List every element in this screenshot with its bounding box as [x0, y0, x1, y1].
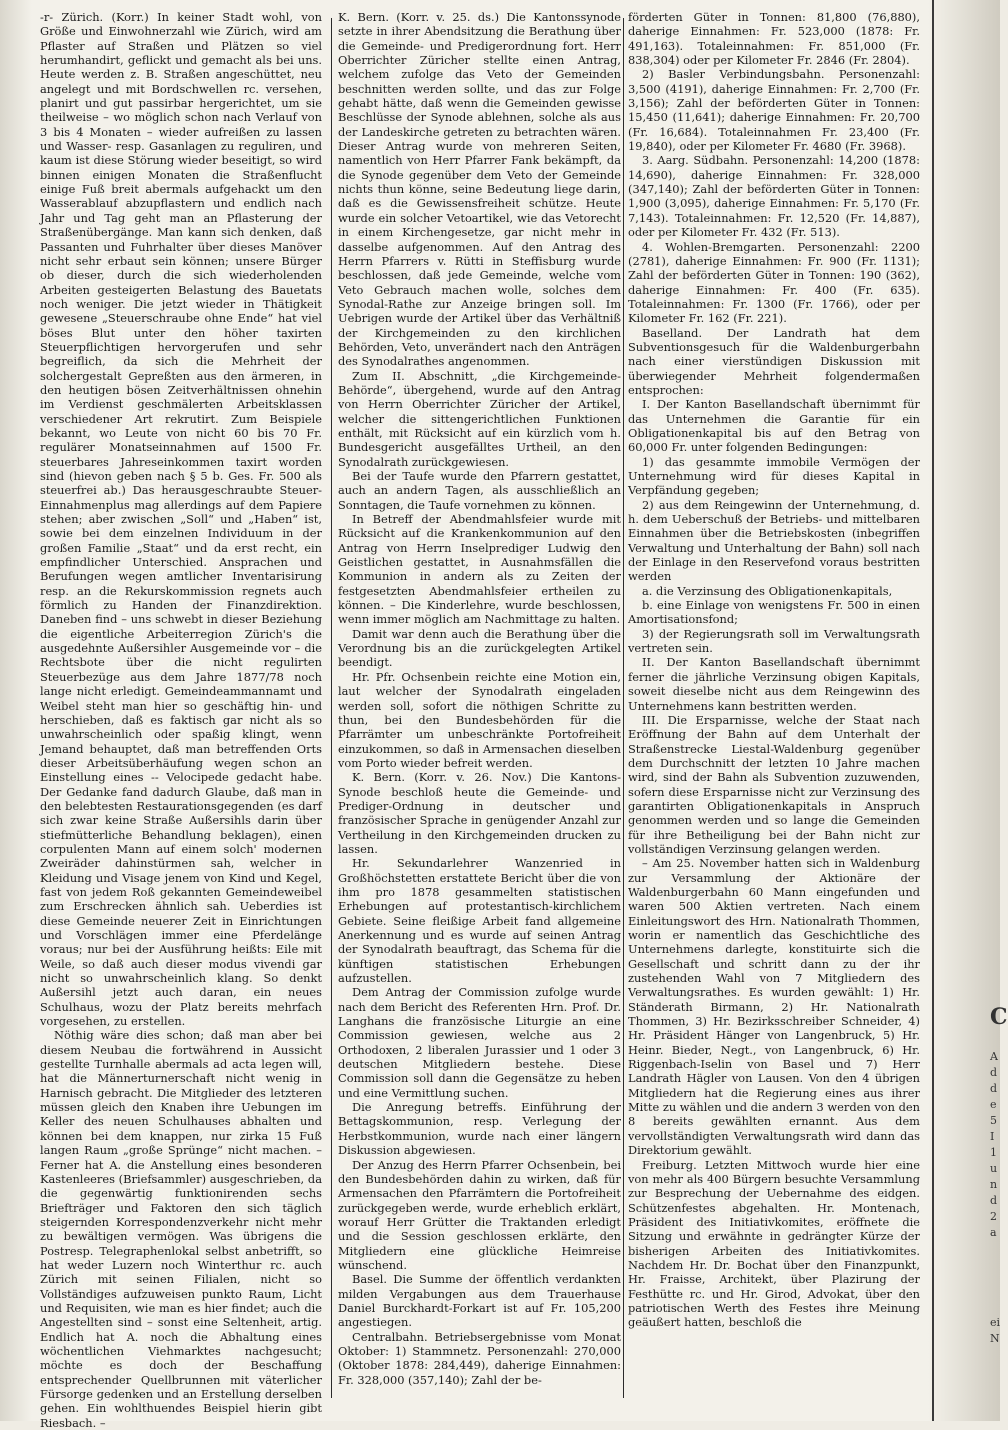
edge-fragment: u — [990, 1162, 998, 1175]
edge-fragment: N — [990, 1332, 1000, 1345]
baselland-cond-2: 2) aus dem Reingewinn der Unternehmung, d. h. dem Ueberschuß der Betriebs- und mittelbaren Einnahmen über die Betriebskosten (inbegriffen Verwaltung und Unterhaltung der Bahn) soll nach der Einlage in den Reservefond voraus bestritten werden — [628, 497, 920, 584]
centralbahn-cont: förderten Güter in Tonnen: 81,800 (76,880), daherige Einnahmen: Fr. 523,000 (1878: Fr. 491,163). Totaleinnahmen: Fr. 851,000 (Fr. 838,304) oder per Kilometer Fr. 2846 (Fr. 2804). — [628, 10, 920, 68]
baselland-point-1: I. Der Kanton Basellandschaft übernimmt für das Unternehmen die Garantie für ein Obligationenkapital bis auf den Betrag von 60,000 Fr. unter folgenden Bedingungen: — [628, 397, 920, 455]
article-basel: Basel. Die Summe der öffentlich verdankten milden Vergabungen aus dem Trauerhause Daniel Burckhardt-Forkart ist auf Fr. 105,200 angestiegen. — [338, 1272, 621, 1330]
edge-fragment: ei — [990, 1316, 1001, 1329]
paragraph-bettag: Die Anregung betreffs. Einführung der Bettagskommunion, resp. Verlegung der Herbstkommunion, wurde nach einer längern Diskussion abgewiesen. — [338, 1100, 621, 1158]
article-zuerich: -r- Zürich. (Korr.) In keiner Stadt wohl, von Größe und Einwohnerzahl wie Zürich, wird am Pflaster auf Straßen und Plätzen so viel herumhandirt, geflickt und gemacht als bei uns. Heute werden z. B. Straßen angeschüttet, neu angelegt und mit Bordschwellen rc. versehen, planirt und gut passirbar hergerichtet, um sie theilweise – wo möglich schon nach Verlauf von 3 bis 4 Monaten – wieder aufreißen zu lassen und Wasser- resp. Gasanlagen zu reguliren, und kaum ist diese Störung wieder beseitigt, so wird binnen einigen Monaten die Straßenflucht einige Fuß breit abermals aufgehackt um den Wasserablauf abzupflastern und endlich nach Jahr und Tag geht man an Pflasterung der Straßenübergänge. Man kann sich denken, daß Passanten und Fuhrhalter über dieses Manöver nicht sehr erbaut sein können; unsere Bürger ob dieser, durch die sich wiederholenden Arbeiten gesteigerten Belastung des Bauetats noch weniger. Die jetzt wieder in Thätigkeit gewesene „Steuerschraube ohne Ende“ hat viel böses Blut unter den höher taxirten Steuerpflichtigen hervorgerufen und sehr begreiflich, da sich die Mehrheit der solchergestalt Gepreßten aus den ärmeren, in den heutigen bösen Zeitverhältnissen ohnehin im Verdienst geschmälerten Arbeitsklassen verschiedener Art rekrutirt. Zum Beispiele bekannt, wo Leute von nicht 60 bis 70 Fr. regulärer Monatseinnahmen auf 1500 Fr. steuerbares Jahreseinkommen taxirt worden sind (hievon geben nach § 5 b. Ges. Fr. 500 als steuerfrei ab.) Das herausgeschraubte Steuer-Einnahmenplus mag allerdings auf dem Papiere stehen; aber zwischen „Soll“ und „Haben“ ist, sowie bei dem einzelnen Individuum in der großen Familie „Staat“ und da erst recht, ein empfindlicher Unterschied. Ansprachen und Berufungen wegen amtlicher Inventarisirung resp. an die Rekurskommission regnets auch förmlich zu Handen der Finanzdirektion. Daneben find – uns schwebt in dieser Beziehung die eigentliche Arbeiterregion Zürich's die ausgedehnte Außersihler Ausgemeinde vor – die Rechtsbote über die nicht regulirten Steuerbezüge aus dem Jahre 1877/78 noch lange nicht erledigt. Gemeindeammannamt und Weibel steht man hier so geschäftig hin- und herschieben, daß es faktisch gar nicht als so unwahrscheinlich oder spaßig klingt, wenn Jemand behauptet, daß man betreffenden Orts dieser Arbeitsüberhäufung wegen schon an Einstellung eines -- Velocipede gedacht habe. Der Gedanke fand dadurch Glaube, daß man in den belebtesten Restaurationsgegenden (es darf sich zwar keine Straße Außersihls darin über stiefmütterliche Behandlung beklagen), einen corpulenten Mann auf einem solch' modernen Zweiräder dahinstürmen sah, welcher in Kleidung und Visage jenem von Kind und Kegel, fast von jedem Roß gekannten Gemeindeweibel zum Erschrecken ähnlich sah. Ueberdies ist diese Gemeinde neuerer Zeit in Einrichtungen und Vorschlägen immer eine Pferdelänge voraus; nur bei der Ausführung heißts: Eile mit Weile, so daß auch dieser modus vivendi gar nicht so unwahrscheinlich klang. So denkt Außersihl jetzt auch daran, ein neues Schulhaus, wozu der Platz bereits mehrfach vorgesehen, zu erstellen. — [40, 10, 322, 1029]
paragraph-taufe: Bei der Taufe wurde den Pfarrern gestattet, auch an andern Tagen, als ausschließlich an Sonntagen, die Taufe vornehmen zu können. — [338, 469, 621, 512]
column-1 — [40, 10, 322, 1430]
article-bern-26: K. Bern. (Korr. v. 26. Nov.) Die Kantons-Synode beschloß heute die Gemeinde- und Prediger-Ordnung in deutscher und französischer Sprache in genügender Anzahl zur Vertheilung in den Kirchgemeinden drucken zu lassen. — [338, 770, 621, 856]
column-3 — [628, 10, 920, 1410]
column-rule-2 — [623, 18, 624, 1398]
aarg-suedbahn: 3. Aarg. Südbahn. Personenzahl: 14,200 (1878: 14,690), daherige Einnahmen: Fr. 328,000 (347,140); Zahl der beförderten Güter in Tonnen: 1,900 (3,095), daherige Einnahmen: Fr. 5,170 (Fr. 7,143). Totaleinnahmen: Fr. 12,520 (Fr. 14,887), oder per Kilometer Fr. 432 (Fr. 513). — [628, 153, 920, 240]
edge-fragment: I — [990, 1130, 995, 1143]
column-2 — [338, 10, 621, 1410]
paragraph-anzug: Der Anzug des Herrn Pfarrer Ochsenbein, bei den Bundesbehörden dahin zu wirken, daß für Armensachen den Pfarrämtern die Portofreiheit zurückgegeben werde, wurde erheblich erklärt, worauf Herr Grütter die Traktanden erledigt und die Session geschlossen erklärte, den Mitgliedern eine glückliche Heimreise wünschend. — [338, 1157, 621, 1272]
edge-fragment: d — [990, 1082, 998, 1095]
article-freiburg: Freiburg. Letzten Mittwoch wurde hier eine von mehr als 400 Bürgern besuchte Versammlung zur Besprechung der Uebernahme des eidgen. Schützenfestes abgehalten. Hr. Montenach, Präsident des Initiativkomites, eröffnete die Sitzung und erwähnte in gedrängter Kürze der bisherigen Arbeiten des Initiativkomites. Nachdem Hr. Dr. Bochat über den Finanzpunkt, Hr. Fraisse, Architekt, über Plazirung der Festhütte rc. und Hr. Girod, Advokat, über den patriotischen Werth des Festes ihre Meinung geäußert hatten, beschloß die — [628, 1157, 920, 1330]
baselland-cond-3: 3) der Regierungsrath soll im Verwaltungsrath vertreten sein. — [628, 626, 920, 656]
edge-fragment: d — [990, 1194, 998, 1207]
paragraph-abschnitt-2: Zum II. Abschnitt, „die Kirchgemeinde-Behörde“, übergehend, wurde auf den Antrag von Herrn Oberrichter Züricher der Artikel, welcher die sittengerichtlichen Funktionen enthält, mit Rücksicht auf ein kürzlich vom h. Bundesgericht ausgefälltes Urtheil, an den Synodalrath zurückgewiesen. — [338, 368, 621, 469]
edge-fragment: 5 — [990, 1114, 997, 1127]
paragraph-liturgie: Dem Antrag der Commission zufolge wurde nach dem Bericht des Referenten Hrn. Prof. Dr. Langhans die französische Liturgie an eine Commission gewiesen, welche aus 2 Orthodoxen, 2 liberalen Jurassier und 1 oder 3 deutschen Mitgliedern bestehe. Diese Commission soll dann die Gegensätze zu heben und eine Vermittlung suchen. — [338, 985, 621, 1100]
edge-fragment: n — [990, 1178, 998, 1191]
paragraph-statistik: Hr. Sekundarlehrer Wanzenried in Großhöchstetten erstattete Bericht über die von ihm pro 1878 gesammelten statistischen Erhebungen auf protestantisch-kirchlichem Gebiete. Seine fleißige Arbeit fand allgemeine Anerkennung und es wurde auf seinen Antrag der Synodalrath beauftragt, das Schema für die künftigen statistischen Erhebungen aufzustellen. — [338, 856, 621, 986]
edge-fragment: 2 — [990, 1210, 997, 1223]
baselland-point-2: II. Der Kanton Basellandschaft übernimmt ferner die jährliche Verzinsung obigen Kapitals, soweit dieselbe nicht aus dem Reingewinn des Unternehmens kann bestritten werden. — [628, 655, 920, 713]
edge-fragment: C — [990, 1004, 1008, 1030]
article-baselland: Baselland. Der Landrath hat dem Subventionsgesuch für die Waldenburgerbahn nach einer vierstündigen Diskussion mit überwiegender Mehrheit folgendermaßen entsprochen: — [628, 325, 920, 397]
baselland-cond-2b: b. eine Einlage von wenigstens Fr. 500 in einen Amortisationsfond; — [628, 598, 920, 627]
wohlen-bremgarten: 4. Wohlen-Bremgarten. Personenzahl: 2200 (2781), daherige Einnahmen: Fr. 900 (Fr. 1131); Zahl der beförderten Güter in Tonnen: 190 (362), daherige Einnahmen: Fr. 400 (Fr. 635). Totaleinnahmen: Fr. 1300 (Fr. 1766), oder per Kilometer Fr. 162 (Fr. 221). — [628, 239, 920, 326]
waldenburg-versammlung: – Am 25. November hatten sich in Waldenburg zur Versammlung der Aktionäre der Waldenburgerbahn 60 Mann eingefunden und waren 500 Aktien vertreten. Nach einem Einleitungswort des Hrn. Nationalrath Thommen, worin er namentlich das Geschichtliche des Unternehmens darlegte, konstituirte sich die Gesellschaft und schritt dann zu der ihr zustehenden Wahl von 7 Mitgliedern des Verwaltungsrathes. Es wurden gewählt: 1) Hr. Ständerath Birmann, 2) Hr. Nationalrath Thommen, 3) Hr. Bezirksschreiber Schneider, 4) Hr. Präsident Hänger von Langenbruck, 5) Hr. Heinr. Bieder, Negt., von Langenbruck, 6) Hr. Riggenbach-Iselin von Basel und 7) Herr Landrath Hägler von Lausen. Von den 4 übrigen Mitgliedern hat die Regierung eines aus ihrer Mitte zu wählen und die andern 3 werden von den 8 bereits gewählten ernannt. Aus dem vervollständigten Verwaltungsrath wird dann das Direktorium gewählt. — [628, 856, 920, 1158]
basler-verbindungsbahn: 2) Basler Verbindungsbahn. Personenzahl: 3,500 (4191), daherige Einnahmen: Fr. 2,700 (Fr. 3,156); Zahl der beförderten Güter in Tonnen: 15,450 (11,641); daherige Einnahmen: Fr. 20,700 (Fr. 16,684). Totaleinnahmen Fr. 23,400 (Fr. 19,840), oder per Kilometer Fr. 4680 (Fr. 3968). — [628, 67, 920, 154]
edge-fragment: a — [990, 1226, 997, 1239]
paragraph-motion: Hr. Pfr. Ochsenbein reichte eine Motion ein, laut welcher der Synodalrath eingeladen werden soll, sofort die nöthigen Schritte zu thun, bei den Bundesbehörden für die Pfarrämter um unbeschränkte Portofreiheit einzukommen, so daß in Armensachen dieselben vom Porto wieder befreit werden. — [338, 669, 621, 770]
baselland-cond-2a: a. die Verzinsung des Obligationenkapitals, — [642, 583, 893, 598]
article-bern-25: K. Bern. (Korr. v. 25. ds.) Die Kantonssynode setzte in ihrer Abendsitzung die Berathung über die Gemeinde- und Predigerordnung fort. Herr Oberrichter Züricher stellte einen Antrag, welchem zufolge das Veto der Gemeinden beschnitten werden sollte, und das zur Folge gehabt hätte, daß wenn die Gemeinden gewisse Beschlüsse der Synode ablehnen, solche als aus der Landeskirche getreten zu betrachten wären. Dieser Antrag wurde von mehreren Seiten, namentlich von Herr Pfarrer Fank bekämpft, da die Synode gegenüber dem Veto der Gemeinde nichts thun könne, seine Bedeutung liege darin, daß es die Gewissensfreiheit schütze. Heute wurde ein solcher Vetoartikel, wie das Vetorecht in einem Kirchengesetze, gar nicht mehr in dasselbe aufgenommen. Auf den Antrag des Herrn Pfarrers v. Rütti in Steffisburg wurde beschlossen, daß jede Gemeinde, welche vom Veto Gebrauch machen wolle, solches dem Synodal-Rathe zur Anzeige bringen soll. Im Uebrigen wurde der Artikel über das Verhältniß der Kirchgemeinden zu den kirchlichen Behörden, Veto, unverändert nach den Anträgen des Synodalrathes angenommen. — [338, 10, 621, 369]
next-page-fragments — [950, 0, 1008, 1421]
edge-fragment: A — [990, 1050, 998, 1063]
right-page-fold — [932, 0, 934, 1421]
edge-fragment: e — [990, 1098, 997, 1111]
column-rule-1 — [331, 18, 332, 1398]
article-centralbahn: Centralbahn. Betriebsergebnisse vom Monat Oktober: 1) Stammnetz. Personenzahl: 270,000 (Oktober 1878: 284,449), daherige Einnahmen: Fr. 328,000 (357,140); Zahl der be- — [338, 1329, 621, 1387]
edge-fragment: d — [990, 1066, 998, 1079]
article-zuerich-cont: Nöthig wäre dies schon; daß man aber bei diesem Neubau die fortwährend in Aussicht gestellte Turnhalle abermals ad acta legen will, hat die Männerturnerschaft nicht wenig in Harnisch gebracht. Die Mitglieder des letzteren müssen gleich den Knaben ihre Uebungen im Keller des neuen Schulhauses abhalten und können bei dem knappen, nur zirka 15 Fuß langen Raum „große Sprünge“ nicht machen. – Ferner hat A. die Anstellung eines besonderen Kastenleeres (Briefsammler) ausgeschrieben, da die gegenwärtig funktionirenden sechs Briefträger und Faktoren den sich täglich steigernden Korrespondenzverkehr nicht mehr zu bewältigen vermögen. Was übrigens die Postresp. Telegraphenlokal selbst anbetrifft, so hat weder Luzern noch Winterthur rc. auch Zürich mit seinen Filialen, nicht so Vollständiges aufzuweisen punkto Raum, Licht und Requisiten, wie man es hier findet; auch die Angestellten sind – sonst eine Seltenheit, artig. Endlich hat A. noch die Abhaltung eines wöchentlichen Viehmarktes nachgesucht; möchte es doch der Beschaffung entsprechender Quellbrunnen mit väterlicher Fürsorge gedenken und an Erstellung derselben gehen. Ein wohlthuendes Beispiel hierin gibt Riesbach. – — [40, 1028, 322, 1430]
paragraph-abendmahl: In Betreff der Abendmahlsfeier wurde mit Rücksicht auf die Krankenkommunion auf den Antrag von Herrn Inselprediger Ludwig den Geistlichen gestattet, in Ausnahmsfällen die Kommunion in andern als zu Zeiten der festgesetzten Abendmahlsfeier ertheilen zu können. – Die Kinderlehre, wurde beschlossen, wenn immer möglich am Nachmittage zu halten. — [338, 512, 621, 627]
baselland-point-3: III. Die Ersparnisse, welche der Staat nach Eröffnung der Bahn auf dem Unterhalt der Straßenstrecke Liestal-Waldenburg gegenüber dem Durchschnitt der letzten 10 Jahre machen wird, sind der Bahn als Subvention zuzuwenden, sofern diese Ersparnisse nicht zur Verzinsung des garantirten Obligationenkapitals in Anspruch genommen werden und so lange die Gemeinden für ihre Betheiligung bei der Bahn nicht zur vollständigen Verzinsung gelangen werden. — [628, 712, 920, 856]
baselland-cond-1: 1) das gesammte immobile Vermögen der Unternehmung wird für dieses Kapital in Verpfändung gegeben; — [628, 454, 920, 498]
paragraph-berathung: Damit war denn auch die Berathung über die Verordnung bis an die zurückgelegten Artikel beendigt. — [338, 626, 621, 670]
edge-fragment: 1 — [990, 1146, 997, 1159]
left-binding-shadow — [0, 0, 32, 1421]
